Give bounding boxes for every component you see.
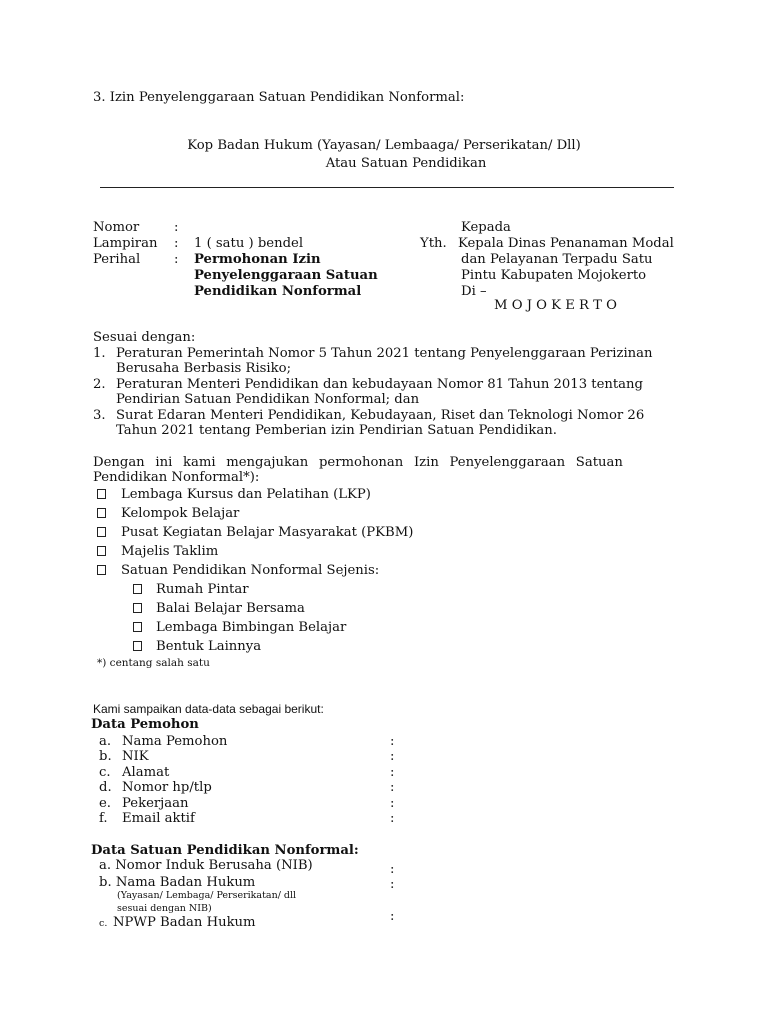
basis-item-1-line-1: Peraturan Pemerintah Nomor 5 Tahun 2021 tentang Penyelenggaraan Perizinan — [116, 346, 653, 361]
recipient-line-2: dan Pelayanan Terpadu Satu — [461, 252, 653, 267]
lampiran-label: Lampiran — [93, 236, 158, 251]
kop-line-1: Kop Badan Hukum (Yayasan/ Lembaaga/ Perserikatan/ Dll) — [187, 138, 581, 153]
field-colon-nik: : — [390, 749, 395, 764]
nomor-colon: : — [174, 220, 179, 235]
sub-option-checkbox-rumah-pintar[interactable] — [133, 584, 142, 594]
perihal-line-3: Pendidikan Nonformal — [194, 284, 362, 299]
data-intro: Kami sampaikan data-data sebagai berikut: — [93, 702, 324, 716]
request-line-2: Pendidikan Nonformal*): — [93, 470, 260, 485]
sub-option-label-rumah-pintar: Rumah Pintar — [156, 582, 249, 597]
perihal-line-2: Penyelenggaraan Satuan — [194, 268, 378, 283]
satuan-field-nib: a. Nomor Induk Berusaha (NIB) — [99, 858, 313, 873]
option-label-lkp: Lembaga Kursus dan Pelatihan (LKP) — [121, 487, 371, 502]
field-letter-a: a. — [99, 734, 112, 749]
basis-item-3-line-2: Tahun 2021 tentang Pemberian izin Pendirian Satuan Pendidikan. — [116, 423, 557, 438]
recipient-city: M O J O K E R T O — [494, 298, 617, 313]
satuan-field-badan-hukum: b. Nama Badan Hukum — [99, 875, 256, 890]
satuan-note-line-1: (Yayasan/ Lembaga/ Perserikatan/ dll — [117, 890, 297, 901]
field-letter-f: f. — [99, 811, 108, 826]
sub-option-checkbox-balai-belajar[interactable] — [133, 603, 142, 613]
footnote: *) centang salah satu — [97, 657, 210, 669]
section-heading: 3. Izin Penyelenggaraan Satuan Pendidikan Nonformal: — [93, 90, 465, 105]
option-label-sejenis: Satuan Pendidikan Nonformal Sejenis: — [121, 563, 380, 578]
sub-option-label-lainnya: Bentuk Lainnya — [156, 639, 262, 654]
satuan-title: Data Satuan Pendidikan Nonformal: — [91, 843, 359, 858]
field-label-alamat: Alamat — [122, 765, 170, 780]
sub-option-checkbox-lainnya[interactable] — [133, 641, 142, 651]
basis-intro: Sesuai dengan: — [93, 330, 196, 345]
satuan-note-line-2: sesuai dengan NIB) — [117, 903, 212, 914]
sub-option-label-bimbel: Lembaga Bimbingan Belajar — [156, 620, 347, 635]
option-checkbox-pkbm[interactable] — [97, 527, 106, 537]
basis-item-2-line-1: Peraturan Menteri Pendidikan dan kebudayaan Nomor 81 Tahun 2013 tentang — [116, 377, 643, 392]
satuan-colon-badan-hukum: : — [390, 877, 395, 892]
field-label-hp: Nomor hp/tlp — [122, 780, 212, 795]
field-letter-c: c. — [99, 765, 111, 780]
basis-item-2-num: 2. — [93, 377, 106, 392]
satuan-colon-npwp: : — [390, 909, 395, 924]
sub-option-checkbox-bimbel[interactable] — [133, 622, 142, 632]
option-checkbox-majelis-taklim[interactable] — [97, 546, 106, 556]
field-letter-b: b. — [99, 749, 112, 764]
field-colon-pekerjaan: : — [390, 796, 395, 811]
field-label-pekerjaan: Pekerjaan — [122, 796, 189, 811]
basis-item-3-num: 3. — [93, 408, 106, 423]
option-label-kelompok-belajar: Kelompok Belajar — [121, 506, 240, 521]
satuan-letter-c: c. — [99, 918, 108, 929]
field-colon-nama: : — [390, 734, 395, 749]
kop-divider — [100, 187, 674, 188]
field-colon-hp: : — [390, 780, 395, 795]
perihal-label: Perihal — [93, 252, 141, 267]
basis-item-1-line-2: Berusaha Berbasis Risiko; — [116, 361, 292, 376]
option-label-majelis-taklim: Majelis Taklim — [121, 544, 219, 559]
satuan-field-npwp: NPWP Badan Hukum — [113, 915, 256, 930]
satuan-colon-nib: : — [390, 862, 395, 877]
option-checkbox-lkp[interactable] — [97, 489, 106, 499]
field-label-email: Email aktif — [122, 811, 195, 826]
recipient-line-3: Pintu Kabupaten Mojokerto — [461, 268, 647, 283]
option-checkbox-kelompok-belajar[interactable] — [97, 508, 106, 518]
nomor-label: Nomor — [93, 220, 140, 235]
field-label-nama: Nama Pemohon — [122, 734, 228, 749]
lampiran-colon: : — [174, 236, 179, 251]
kop-line-2: Atau Satuan Pendidikan — [325, 156, 487, 171]
sub-option-label-balai-belajar: Balai Belajar Bersama — [156, 601, 305, 616]
field-letter-d: d. — [99, 780, 112, 795]
kepada-label: Kepada — [461, 220, 511, 235]
yth-label: Yth. — [420, 236, 447, 251]
recipient-line-4: Di – — [461, 284, 487, 299]
basis-item-1-num: 1. — [93, 346, 106, 361]
perihal-colon: : — [174, 252, 179, 267]
lampiran-value: 1 ( satu ) bendel — [194, 236, 304, 251]
field-label-nik: NIK — [122, 749, 149, 764]
field-letter-e: e. — [99, 796, 111, 811]
option-label-pkbm: Pusat Kegiatan Belajar Masyarakat (PKBM) — [121, 525, 414, 540]
field-colon-email: : — [390, 811, 395, 826]
request-line-1: Dengan ini kami mengajukan permohonan Izin Penyelenggaraan Satuan — [93, 455, 623, 470]
option-checkbox-sejenis[interactable] — [97, 565, 106, 575]
pemohon-title: Data Pemohon — [91, 717, 199, 732]
field-colon-alamat: : — [390, 765, 395, 780]
basis-item-2-line-2: Pendirian Satuan Pendidikan Nonformal; dan — [116, 392, 420, 407]
recipient-line-1: Kepala Dinas Penanaman Modal — [458, 236, 674, 251]
basis-item-3-line-1: Surat Edaran Menteri Pendidikan, Kebudayaan, Riset dan Teknologi Nomor 26 — [116, 408, 645, 423]
perihal-line-1: Permohonan Izin — [194, 252, 321, 267]
